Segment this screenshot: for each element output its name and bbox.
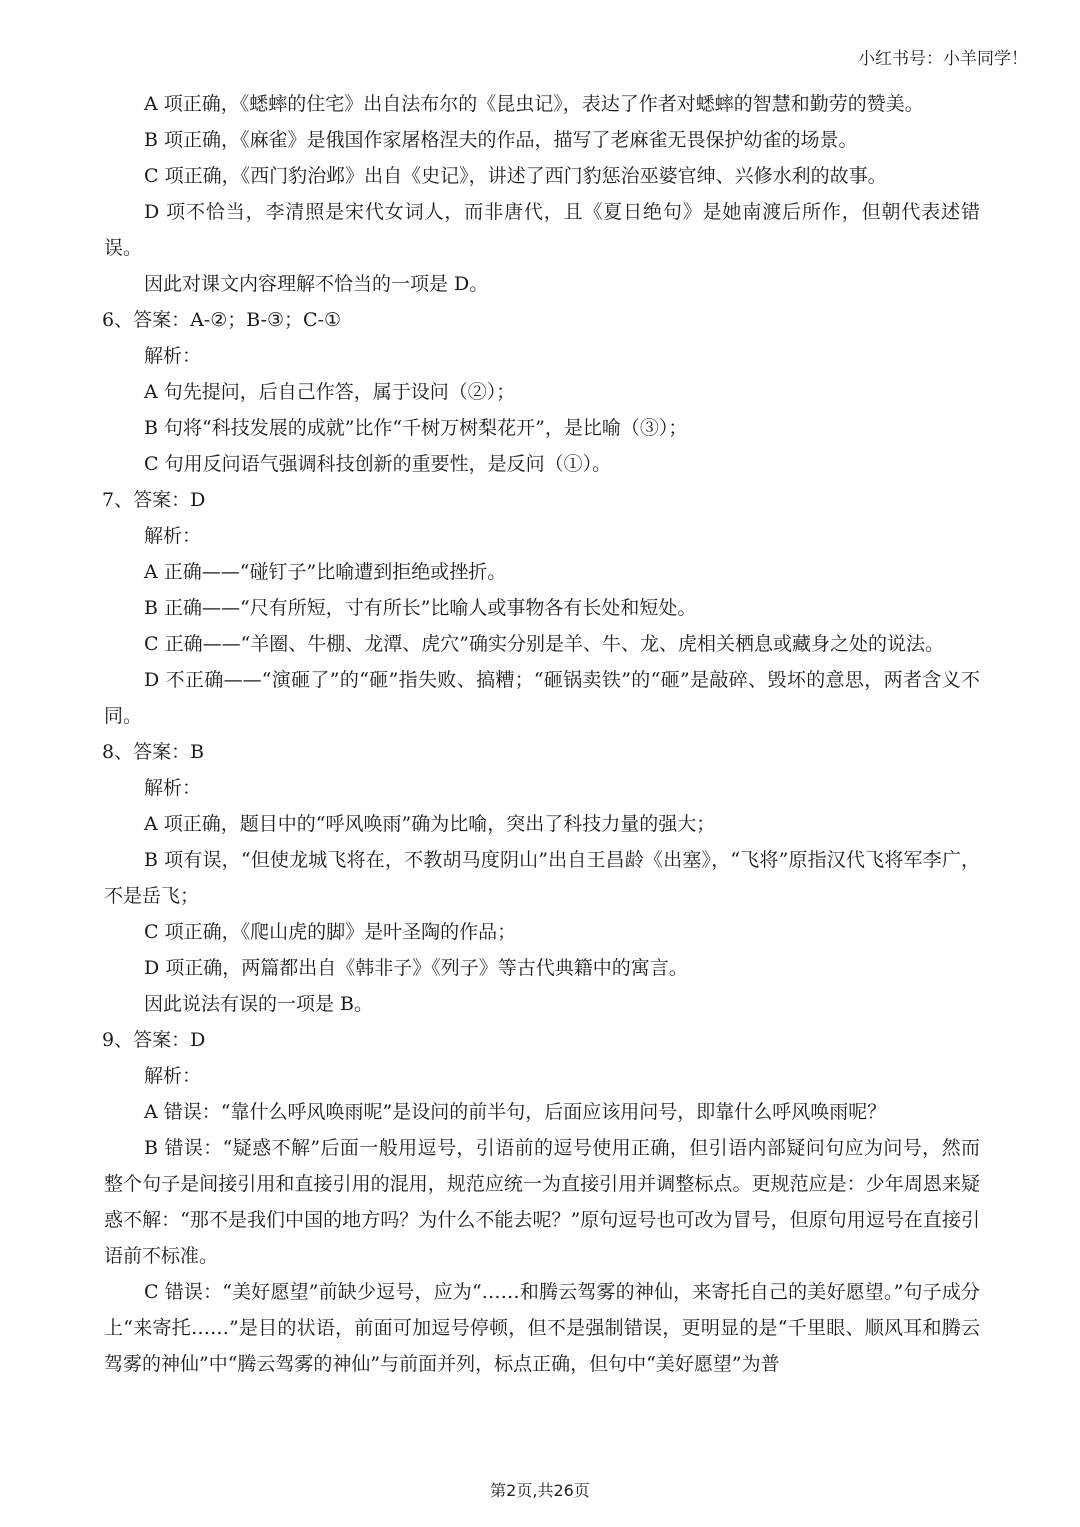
q9-answer: 9、答案：D: [102, 1029, 206, 1051]
q6-analysis-label: 解析：: [144, 345, 202, 367]
q7-option-c: C 正确——“羊圈、牛棚、龙潭、虎穴”确实分别是羊、牛、龙、虎相关栖息或藏身之处的说法。: [144, 633, 945, 655]
q8-answer: 8、答案：B: [102, 741, 205, 763]
q9-option-c: C 错误：“美好愿望”前缺少逗号，应为“……和腾云驾雾的神仙，来寄托自己的美好愿望。”句子成分上“来寄托……”是目的状语，前面可加逗号停顿，但不是强制错误，更明显的是“千里眼、顺风耳和腾云驾雾的神仙”中“腾云驾雾的神仙”与前面并列，标点正确，但句中“美好愿望”为普: [104, 1281, 980, 1375]
q7-option-a: A 正确——“碰钉子”比喻遭到拒绝或挫折。: [144, 561, 507, 583]
q7-option-d: D 不正确——“演砸了”的“砸”指失败、搞糟；“砸锅卖铁”的“砸”是敲碎、毁坏的意思，两者含义不同。: [104, 669, 980, 727]
q5-option-a: A 项正确，《蟋蟀的住宅》出自法布尔的《昆虫记》，表达了作者对蟋蟀的智慧和勤劳的赞美。: [144, 93, 924, 115]
q5-conclusion: 因此对课文内容理解不恰当的一项是 D。: [144, 273, 489, 295]
page-header: 小红书号：小羊同学！: [858, 49, 1028, 69]
q7-answer: 7、答案：D: [102, 489, 206, 511]
q5-option-b: B 项正确，《麻雀》是俄国作家屠格涅夫的作品，描写了老麻雀无畏保护幼雀的场景。: [144, 129, 858, 151]
q6-option-b: B 句将“科技发展的成就”比作“千树万树梨花开”，是比喻（③）；: [144, 417, 688, 439]
q8-option-d: D 项正确，两篇都出自《韩非子》《列子》等古代典籍中的寓言。: [144, 957, 688, 979]
q6-answer: 6、答案：A-②；B-③；C-①: [102, 309, 342, 331]
q9-analysis-label: 解析：: [144, 1065, 202, 1087]
q8-option-b: B 项有误，“但使龙城飞将在，不教胡马度阴山”出自王昌龄《出塞》，“飞将”原指汉代飞将军李广，不是岳飞；: [104, 849, 980, 907]
q8-conclusion: 因此说法有误的一项是 B。: [144, 993, 374, 1015]
q8-option-c: C 项正确，《爬山虎的脚》是叶圣陶的作品；: [144, 921, 517, 943]
q5-option-c: C 项正确，《西门豹治邺》出自《史记》，讲述了西门豹惩治巫婆官绅、兴修水利的故事。: [144, 165, 887, 187]
q9-option-b: B 错误：“疑惑不解”后面一般用逗号，引语前的逗号使用正确，但引语内部疑问句应为问号，然而整个句子是间接引用和直接引用的混用，规范应统一为直接引用并调整标点。更规范应是：少年周恩来疑惑不解：“那不是我们中国的地方吗？为什么不能去呢？”原句逗号也可改为冒号，但原句用逗号在直接引语前不标准。: [104, 1137, 980, 1267]
q9-option-a: A 错误：“靠什么呼风唤雨呢”是设问的前半句，后面应该用问号，即靠什么呼风唤雨呢？: [144, 1101, 887, 1123]
q7-analysis-label: 解析：: [144, 525, 202, 547]
q6-option-a: A 句先提问，后自己作答，属于设问（②）；: [144, 381, 516, 403]
q7-option-b: B 正确——“尺有所短，寸有所长”比喻人或事物各有长处和短处。: [144, 597, 697, 619]
page-number: 第2页,共26页: [490, 1481, 590, 1500]
q8-analysis-label: 解析：: [144, 777, 202, 799]
q5-option-d: D 项不恰当，李清照是宋代女词人，而非唐代，且《夏日绝句》是她南渡后所作，但朝代表述错误。: [104, 201, 980, 259]
q6-option-c: C 句用反问语气强调科技创新的重要性，是反问（①）。: [144, 453, 612, 475]
document-body: [104, 86, 980, 1382]
q8-option-a: A 项正确，题目中的“呼风唤雨”确为比喻，突出了科技力量的强大；: [144, 813, 716, 835]
